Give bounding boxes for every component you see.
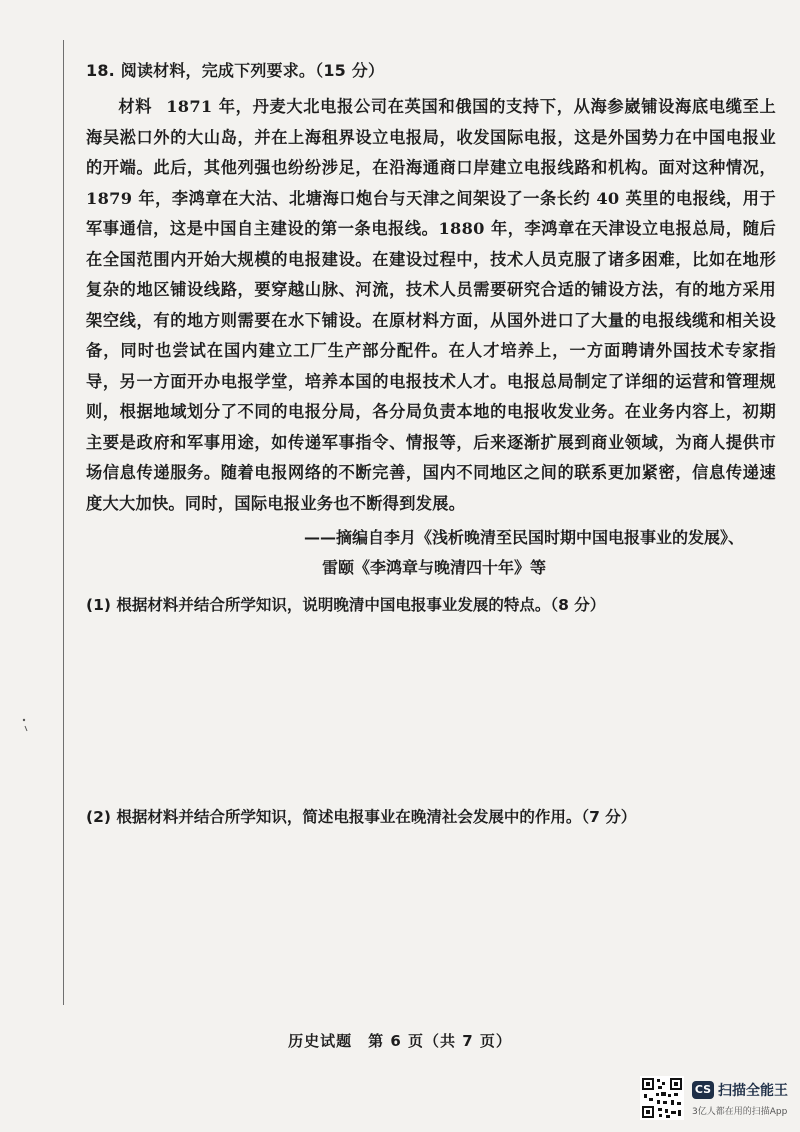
scan-speck-mark (22, 718, 28, 732)
material-text: 1871 年，丹麦大北电报公司在英国和俄国的支持下，从海参崴铺设海底电缆至上海吴淞口外的大山岛，并在上海租界设立电报局，收发国际电报，这是外国势力在中国电报业的开端。此后，其他列强也纷纷涉足，在沿海通商口岸建立电报线路和机构。面对这种情况，1879 年，李鸿章在大沽、北塘海口炮台与天津之间架设了一条长约 40 英里的电报线，用于军事通信，这是中国自主建设的第一条电报线。1880 年，李鸿章在天津设立电报总局，随后在全国范围内开始大规模的电报建设。在建设过程中，技术人员克服了诸多困难，比如在地形复杂的地区铺设线路，要穿越山脉、河流，技术人员需要研究合适的铺设方法，有的地方采用架空线，有的地方则需要在水下铺设。在原材料方面，从国外进口了大量的电报线缆和相关设备，同时也尝试在国内建立工厂生产部分配件。在人才培养上，一方面聘请外国技术专家指导，另一方面开办电报学堂，培养本国的电报技术人才。电报总局制定了详细的运营和管理规则，根据地域划分了不同的电报分局，各分局负责本地的电报收发业务。在业务内容上，初期主要是政府和军事用途，如传递军事指令、情报等，后来逐渐扩展到商业领域，为商人提供市场信息传递服务。随着电报网络的不断完善，国内不同地区之间的联系更加紧密，信息传递速度大大加快。同时，国际电报业务也不断得到发展。 (86, 97, 776, 513)
exam-page (86, 58, 776, 826)
question-header: 18. 阅读材料，完成下列要求。（15 分） (86, 61, 385, 80)
source-citation-line2: 雷颐《李鸿章与晚清四十年》等 (322, 558, 547, 577)
sub-question-1: (1) 根据材料并结合所学知识，说明晚清中国电报事业发展的特点。（8 分） (86, 596, 606, 614)
sub-question-2: (2) 根据材料并结合所学知识，简述电报事业在晚清社会发展中的作用。（7 分） (86, 808, 637, 826)
page-footer: 历史试题 第 6 页（共 7 页） (288, 1032, 512, 1050)
material-label: 材料 (118, 97, 153, 116)
material-paragraph (86, 92, 776, 519)
scanner-tagline: 3亿人都在用的扫描App (692, 1107, 788, 1117)
margin-rule (63, 40, 64, 1005)
scanner-watermark (640, 1076, 790, 1122)
qr-code-icon (640, 1076, 684, 1120)
source-citation-line1: ——摘编自李月《浅析晚清至民国时期中国电报事业的发展》、 (304, 528, 745, 547)
scanner-app-name: 扫描全能王 (718, 1083, 788, 1099)
camscanner-logo: CS (692, 1081, 714, 1099)
